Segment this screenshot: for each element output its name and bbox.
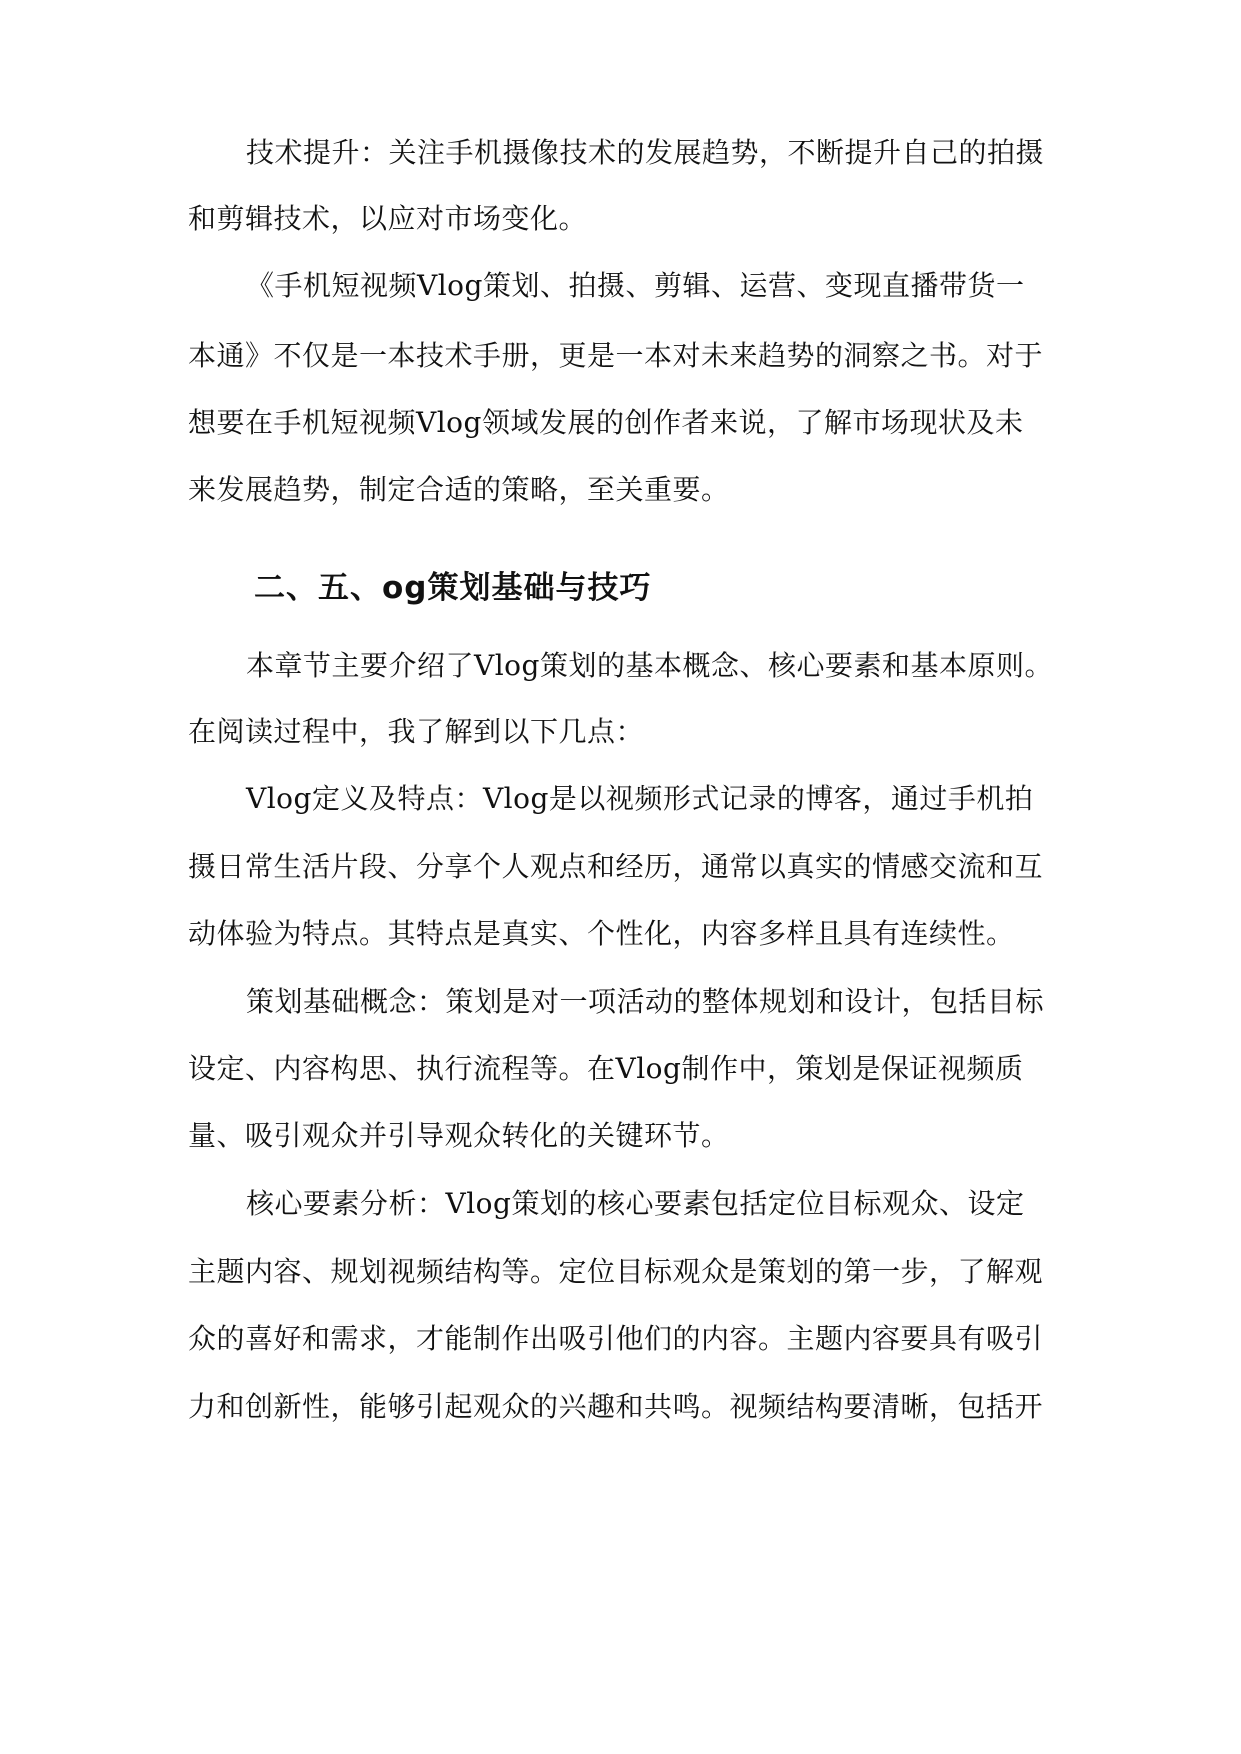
- paragraph-line: 摄日常生活片段、分享个人观点和经历，通常以真实的情感交流和互: [188, 850, 1044, 883]
- paragraph-line: 策划基础概念：策划是对一项活动的整体规划和设计，包括目标: [246, 985, 1045, 1018]
- section-heading: 二、五、og策划基础与技巧: [254, 570, 652, 606]
- paragraph-line: 《手机短视频Vlog策划、拍摄、剪辑、运营、变现直播带货一: [246, 269, 1025, 302]
- paragraph-line: 众的喜好和需求，才能制作出吸引他们的内容。主题内容要具有吸引: [188, 1322, 1044, 1355]
- paragraph-line: 量、吸引观众并引导观众转化的关键环节。: [188, 1119, 730, 1152]
- paragraph-line: 核心要素分析：Vlog策划的核心要素包括定位目标观众、设定: [246, 1187, 1025, 1220]
- paragraph-line: 力和创新性，能够引起观众的兴趣和共鸣。视频结构要清晰，包括开: [188, 1390, 1044, 1423]
- paragraph-line: 和剪辑技术，以应对市场变化。: [188, 202, 588, 235]
- paragraph-line: Vlog定义及特点：Vlog是以视频形式记录的博客，通过手机拍: [246, 782, 1034, 815]
- paragraph-line: 本章节主要介绍了Vlog策划的基本概念、核心要素和基本原则。: [246, 649, 1053, 682]
- paragraph-line: 在阅读过程中，我了解到以下几点：: [188, 715, 645, 748]
- paragraph-line: 想要在手机短视频Vlog领域发展的创作者来说，了解市场现状及未: [188, 406, 1024, 439]
- paragraph-line: 来发展趋势，制定合适的策略，至关重要。: [188, 473, 730, 506]
- paragraph-line: 主题内容、规划视频结构等。定位目标观众是策划的第一步，了解观: [188, 1255, 1044, 1288]
- paragraph-line: 设定、内容构思、执行流程等。在Vlog制作中，策划是保证视频质: [188, 1052, 1024, 1085]
- paragraph-line: 技术提升：关注手机摄像技术的发展趋势，不断提升自己的拍摄: [246, 136, 1045, 169]
- paragraph-line: 本通》不仅是一本技术手册，更是一本对未来趋势的洞察之书。对于: [188, 339, 1044, 372]
- paragraph-line: 动体验为特点。其特点是真实、个性化，内容多样且具有连续性。: [188, 917, 1015, 950]
